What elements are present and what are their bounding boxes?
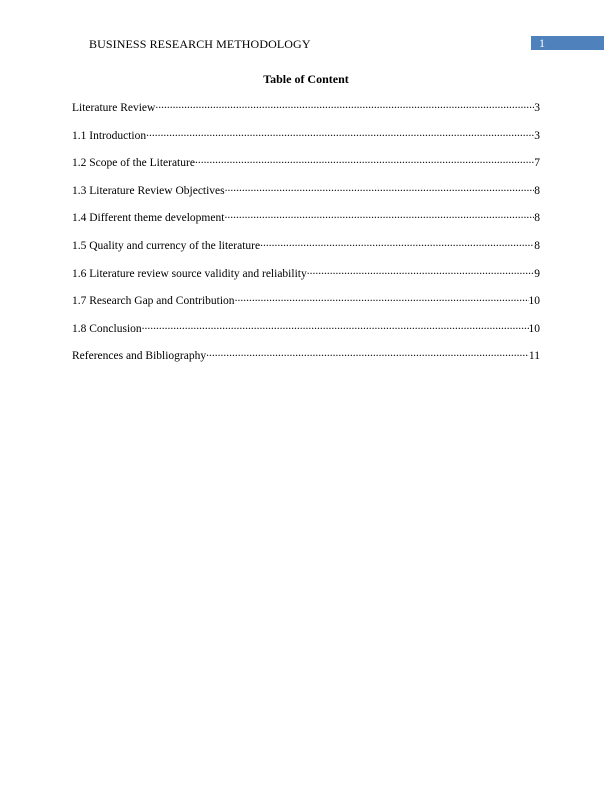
toc-dot-leader [235, 290, 529, 304]
toc-entry-label: Literature Review [72, 102, 156, 114]
toc-entry-page: 10 [528, 322, 540, 335]
toc-entry-label: 1.5 Quality and currency of the literature [72, 239, 261, 252]
toc-dot-leader [195, 152, 534, 166]
toc-heading: Table of Content [263, 72, 349, 86]
toc-entry-scope[interactable] [72, 152, 540, 180]
toc-dot-leader [142, 318, 529, 332]
toc-dot-leader [307, 263, 535, 277]
page-number: 1 [539, 36, 545, 50]
toc-entry-conclusion[interactable] [72, 318, 540, 346]
toc-dot-leader [206, 345, 529, 359]
toc-entry-label: 1.8 Conclusion [72, 322, 142, 335]
toc-entry-literature-review[interactable] [72, 97, 540, 125]
toc-entry-page: 8 [534, 212, 540, 225]
toc-entry-page: 11 [528, 350, 540, 363]
toc-entry-quality-currency[interactable] [72, 235, 540, 263]
toc-entry-label: 1.7 Research Gap and Contribution [72, 295, 235, 308]
toc-dot-leader [225, 180, 535, 194]
toc-entry-label: 1.1 Introduction [72, 129, 147, 142]
toc-entry-page: 9 [534, 267, 540, 280]
toc-entry-page: 10 [528, 295, 540, 308]
toc-entry-validity-reliability[interactable] [72, 263, 540, 291]
toc-entry-label: 1.2 Scope of the Literature [72, 157, 195, 170]
toc-entry-label: References and Bibliography [72, 350, 207, 363]
toc-entry-introduction[interactable] [72, 125, 540, 153]
toc-dot-leader [155, 97, 534, 111]
toc-dot-leader [146, 125, 534, 139]
toc-entry-page: 3 [534, 129, 540, 142]
toc-entry-objectives[interactable] [72, 180, 540, 208]
toc-entry-label: 1.4 Different theme development [72, 212, 225, 225]
toc-dot-leader [260, 235, 534, 249]
toc-entry-page: 8 [534, 239, 540, 252]
toc-dot-leader [224, 207, 534, 221]
running-header-title: BUSINESS RESEARCH METHODOLOGY [89, 37, 311, 51]
toc-entry-label: 1.3 Literature Review Objectives [72, 184, 225, 197]
toc-entry-research-gap[interactable] [72, 290, 540, 318]
toc-entry-label: 1.6 Literature review source validity and reliability [72, 267, 307, 280]
toc-entry-page: 7 [534, 157, 540, 170]
page-number-badge [531, 36, 604, 50]
toc-entry-page: 3 [534, 102, 540, 114]
toc-entry-theme-development[interactable] [72, 207, 540, 235]
toc-entry-page: 8 [534, 184, 540, 197]
toc-entry-references[interactable] [72, 345, 540, 373]
table-of-contents [72, 97, 540, 373]
